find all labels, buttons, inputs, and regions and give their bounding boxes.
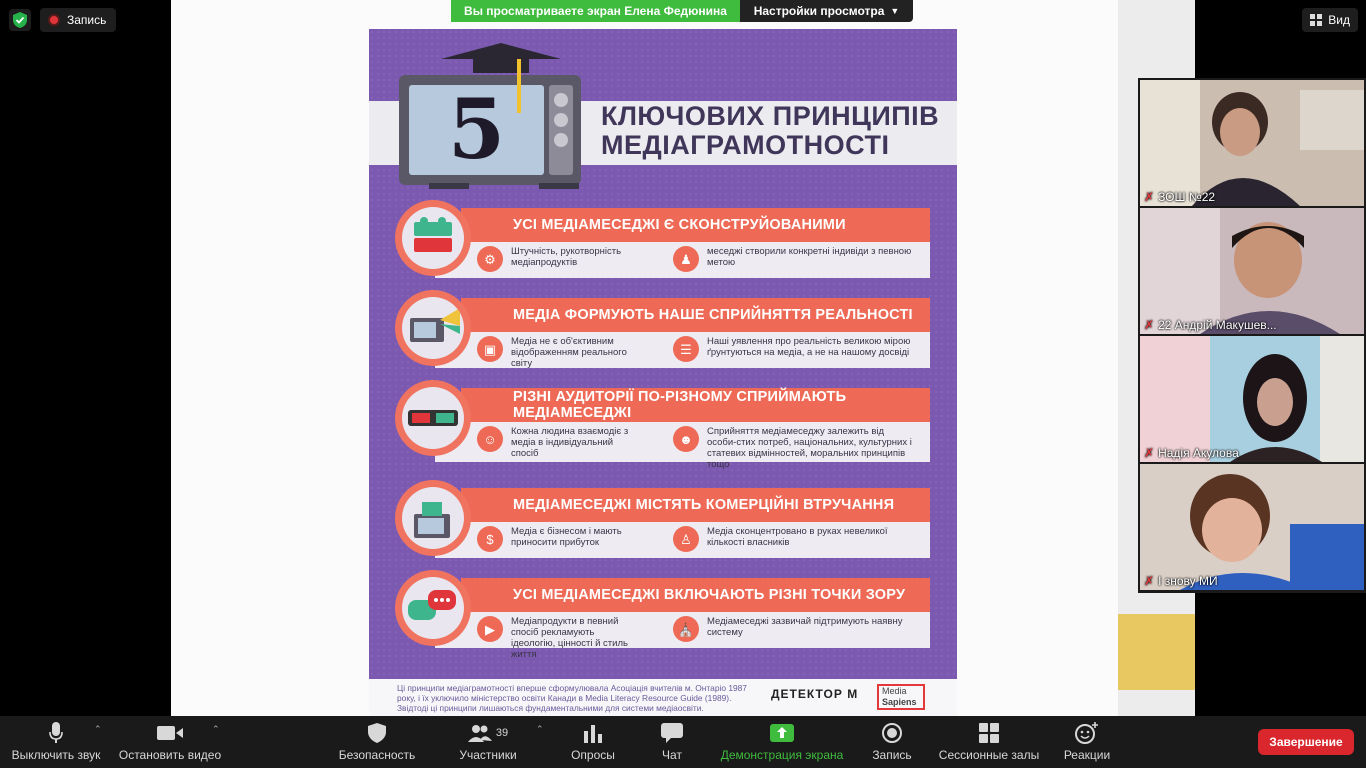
mute-label: Выключить звук	[11, 748, 101, 762]
gear-icon: ⚙	[477, 246, 503, 272]
principle-left-text: Штучність, рукотворність медіапродуктів	[511, 246, 622, 268]
video-tile[interactable]	[1140, 336, 1364, 462]
view-settings-button[interactable]	[740, 0, 913, 22]
security-shield-icon[interactable]	[9, 9, 31, 31]
institution-icon: ⛪	[673, 616, 699, 642]
principle-4	[395, 480, 930, 570]
principle-5	[395, 570, 930, 660]
principle-left-text: Медіа не є об'єктивним відображенням реального світу	[511, 336, 627, 369]
poster-title	[601, 102, 939, 160]
participant-video	[1140, 464, 1364, 590]
viewing-screen-text: Вы просматриваете экран Елена Федюнина	[451, 0, 740, 22]
participants-button[interactable]	[452, 716, 524, 768]
mic-muted-icon: ✗	[1144, 446, 1155, 460]
principle-right-text: Сприйняття медіамеседжу залежить від особи-стих потреб, національних, культурних і статевих відмінностей, моральних принципів тощо	[707, 426, 912, 470]
poster-number: 5	[447, 82, 506, 178]
microphone-icon	[49, 722, 63, 744]
recording-label: Запись	[67, 13, 107, 27]
security-button[interactable]	[334, 716, 420, 768]
share-screen-icon	[770, 722, 794, 744]
lego-bricks-icon	[395, 200, 471, 276]
grid-view-icon	[1310, 14, 1322, 26]
3d-glasses-icon	[395, 380, 471, 456]
participants-label: Участники	[459, 748, 517, 762]
chat-bubbles-icon	[395, 570, 471, 646]
principle-body	[435, 422, 930, 470]
participant-video-strip	[1138, 78, 1366, 593]
view-settings-label: Настройки просмотра	[753, 4, 885, 18]
principle-3	[395, 380, 930, 470]
principle-left-text: Медіапродукти в певний спосіб рекламують ідеологію, цінності й стиль життя	[511, 616, 628, 660]
participants-count: 39	[495, 727, 509, 739]
mic-muted-icon: ✗	[1144, 190, 1155, 204]
shield-icon	[368, 722, 386, 744]
recording-indicator[interactable]	[40, 8, 116, 32]
share-screen-label: Демонстрация экрана	[720, 748, 844, 762]
polls-label: Опросы	[571, 748, 615, 762]
participant-video	[1140, 208, 1364, 334]
principle-body	[435, 242, 930, 278]
video-tile[interactable]	[1140, 464, 1364, 590]
video-camera-icon	[157, 722, 183, 744]
breakout-rooms-button[interactable]	[936, 716, 1042, 768]
end-meeting-button[interactable]: Завершение	[1258, 729, 1354, 755]
screen-share-banner	[451, 0, 913, 22]
share-screen-button[interactable]	[718, 716, 846, 768]
media-sapiens-line2: Sapiens	[882, 697, 917, 707]
participant-video	[1140, 80, 1364, 206]
mic-muted-icon: ✗	[1144, 318, 1155, 332]
mute-button[interactable]	[8, 716, 104, 768]
poster-title-line2: МЕДІАГРАМОТНОСТІ	[601, 130, 890, 160]
principle-right-text: Медіа сконцентровано в руках невеликої кількості власників	[707, 526, 888, 548]
participant-name: І знову МИ	[1158, 574, 1218, 588]
principle-heading: РІЗНІ АУДИТОРІЇ ПО-РІЗНОМУ СПРИЙМАЮТЬ МЕДІАМЕСЕДЖІ	[461, 388, 930, 422]
principle-body	[435, 612, 930, 660]
detektor-logo: ДЕТЕКТОР M	[771, 687, 859, 701]
poster-footer	[369, 679, 957, 716]
media-sapiens-line1: Media	[882, 686, 907, 696]
principle-body	[435, 332, 930, 368]
participants-icon	[468, 722, 508, 744]
principle-right-text: Наші уявлення про реальність великою мірою ґрунтуються на медіа, а не на нашому досвіді	[707, 336, 911, 358]
view-button[interactable]	[1302, 8, 1358, 32]
chevron-down-icon: ▼	[890, 6, 900, 16]
principle-left-text: Медіа є бізнесом і мають приносити прибуток	[511, 526, 622, 548]
participant-name: Надія Акулова	[1158, 446, 1239, 460]
money-tv-icon	[395, 480, 471, 556]
chat-bubble-icon	[661, 722, 683, 744]
chat-button[interactable]	[646, 716, 698, 768]
record-label: Запись	[872, 748, 912, 762]
principle-body	[435, 522, 930, 558]
mic-muted-icon: ✗	[1144, 574, 1155, 588]
group-icon: ♙	[673, 526, 699, 552]
money-bag-icon: $	[477, 526, 503, 552]
tv-small-icon: ▣	[477, 336, 503, 362]
megaphone-icon: ▶	[477, 616, 503, 642]
principle-heading: МЕДІАМЕСЕДЖІ МІСТЯТЬ КОМЕРЦІЙНІ ВТРУЧАННЯ	[461, 488, 930, 522]
video-tile[interactable]	[1140, 208, 1364, 334]
stop-video-button[interactable]	[116, 716, 224, 768]
participants-options-caret[interactable]: ⌃	[536, 724, 544, 734]
video-options-caret[interactable]: ⌃	[212, 724, 220, 734]
principle-heading: МЕДІА ФОРМУЮТЬ НАШЕ СПРИЙНЯТТЯ РЕАЛЬНОСТІ	[461, 298, 930, 332]
principle-2	[395, 290, 930, 380]
principle-heading: УСІ МЕДІАМЕСЕДЖІ Є СКОНСТРУЙОВАНИМИ	[461, 208, 930, 242]
participant-name: 22 Андрій Макушев...	[1158, 318, 1277, 332]
record-button[interactable]	[866, 716, 918, 768]
poster-title-line1: КЛЮЧОВИХ ПРИНЦИПІВ	[601, 101, 940, 131]
person-icon: ♟	[673, 246, 699, 272]
record-icon	[882, 722, 902, 744]
polls-button[interactable]	[562, 716, 624, 768]
principle-heading: УСІ МЕДІАМЕСЕДЖІ ВКЛЮЧАЮТЬ РІЗНІ ТОЧКИ ЗОРУ	[461, 578, 930, 612]
stop-video-label: Остановить видео	[118, 748, 222, 762]
poster-footer-text: Ці принципи медіаграмотності вперше сформулювала Асоціація вчителів м. Онтаріо 1987 року, і їх уключило міністерство освіти Канади в Media Literacy Resource Guide (1989). Звідтоді ці принципи лишаються фундаментальними для системи медіаосвіти.	[397, 683, 747, 713]
media-literacy-poster	[369, 29, 957, 679]
breakout-grid-icon	[979, 722, 999, 744]
breakout-rooms-label: Сессионные залы	[938, 748, 1040, 762]
meeting-toolbar	[0, 716, 1366, 768]
reactions-button[interactable]	[1060, 716, 1114, 768]
principle-right-text: меседжі створили конкретні індивіди з певною метою	[707, 246, 912, 268]
chat-label: Чат	[662, 748, 682, 762]
smiley-plus-icon	[1075, 722, 1099, 744]
media-sapiens-logo	[877, 684, 925, 710]
face-icon: ☻	[673, 426, 699, 452]
record-dot-icon	[48, 14, 60, 26]
bar-chart-icon	[583, 722, 603, 744]
view-label: Вид	[1328, 13, 1350, 27]
tv-icon	[399, 75, 581, 185]
security-label: Безопасность	[338, 748, 416, 762]
participant-video	[1140, 336, 1364, 462]
participant-name: ЗОШ №22	[1158, 190, 1216, 204]
people-icon: ☺	[477, 426, 503, 452]
principle-right-text: Медіамеседжі зазвичай підтримують наявну систему	[707, 616, 903, 638]
rainbow-tv-icon	[395, 290, 471, 366]
mute-options-caret[interactable]: ⌃	[94, 724, 102, 734]
video-tile[interactable]	[1140, 80, 1364, 206]
principle-left-text: Кожна людина взаємодіє з медіа в індивідуальний спосіб	[511, 426, 629, 459]
reactions-label: Реакции	[1063, 748, 1111, 762]
speech-bubble-icon: ☰	[673, 336, 699, 362]
principle-1	[395, 200, 930, 290]
